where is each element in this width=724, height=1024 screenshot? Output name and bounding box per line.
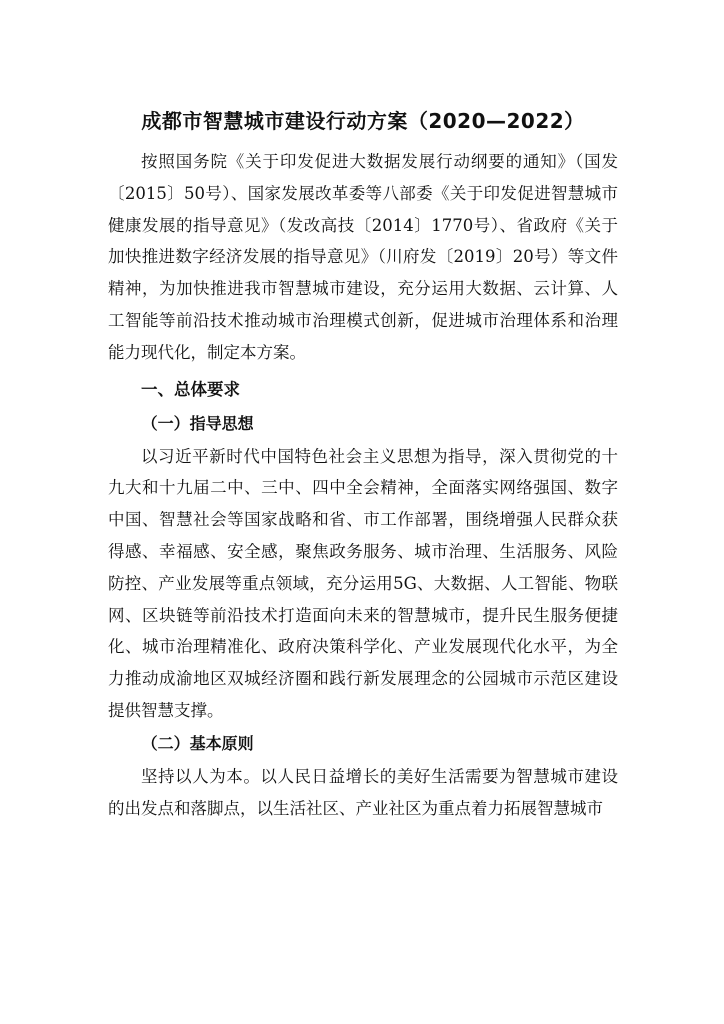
subsection-heading-basic-principles: （二）基本原则: [141, 733, 254, 753]
subsection-heading-guiding-ideology: （一）指导思想: [141, 413, 254, 433]
section-heading-overall-requirements: 一、总体要求: [141, 379, 240, 399]
guiding-ideology-paragraph: 以习近平新时代中国特色社会主义思想为指导，深入贯彻党的十九大和十九届二中、三中、四中全会精神，全面落实网络强国、数字中国、智慧社会等国家战略和省、市工作部署，围绕增强人民群众获得感、幸福感、安全感，聚焦政务服务、城市治理、生活服务、风险防控、产业发展等重点领域，充分运用5G、大数据、人工智能、物联网、区块链等前沿技术打造面向未来的智慧城市，提升民生服务便捷化、城市治理精准化、政府决策科学化、产业发展现代化水平，为全力推动成渝地区双城经济圈和践行新发展理念的公园城市示范区建设提供智慧支撑。: [108, 446, 618, 720]
intro-paragraph: 按照国务院《关于印发促进大数据发展行动纲要的通知》（国发〔2015〕50号）、国家发展改革委等八部委《关于印发促进智慧城市健康发展的指导意见》（发改高技〔2014〕1770号）、省政府《关于加快推进数字经济发展的指导意见》（川府发〔2019〕20号）等文件精神，为加快推进我市智慧城市建设，充分运用大数据、云计算、人工智能等前沿技术推动城市治理模式创新，促进城市治理体系和治理能力现代化，制定本方案。: [108, 152, 618, 362]
basic-principles-paragraph: 坚持以人为本。以人民日益增长的美好生活需要为智慧城市建设的出发点和落脚点，以生活社区、产业社区为重点着力拓展智慧城市: [108, 766, 618, 818]
document-title: 成都市智慧城市建设行动方案（2020—2022）: [141, 109, 585, 133]
